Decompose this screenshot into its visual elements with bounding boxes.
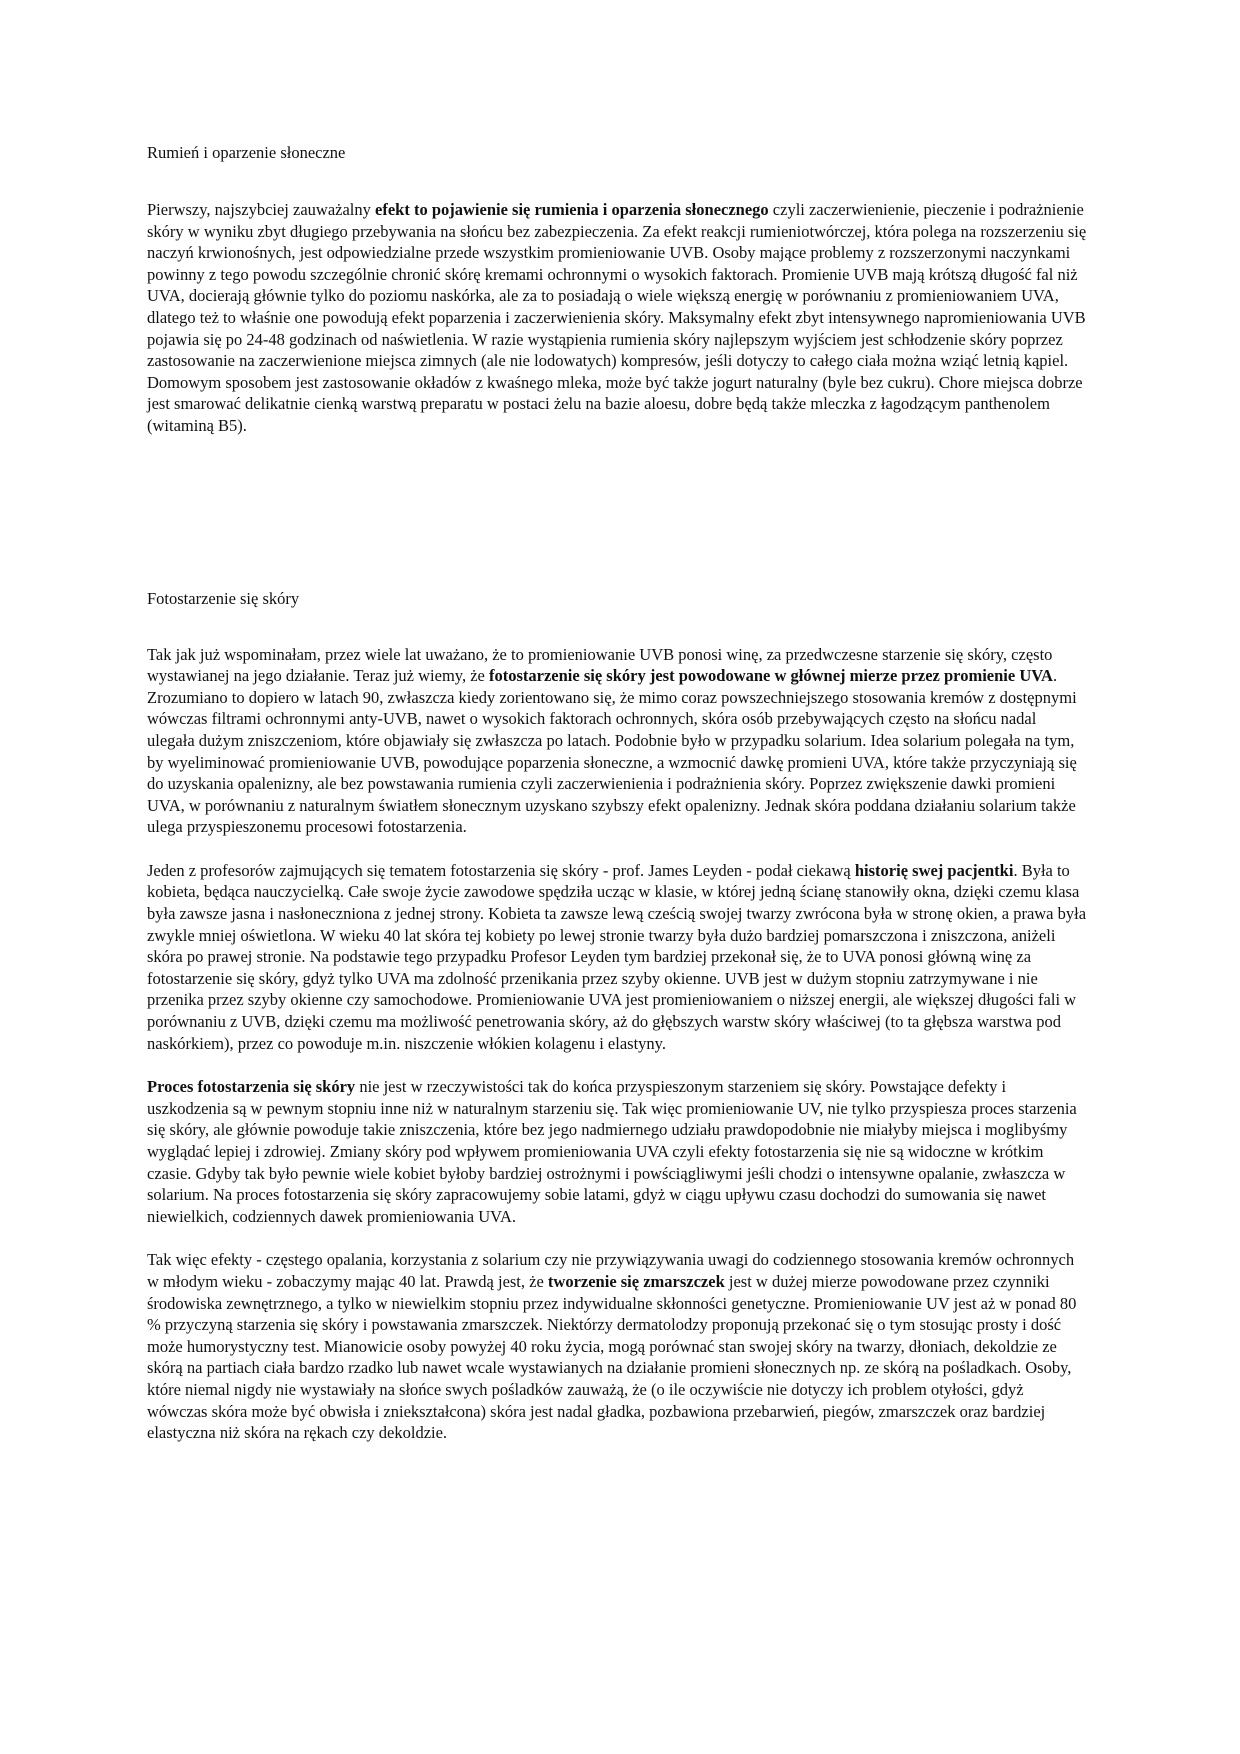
paragraph-photoaging-intro	[147, 644, 1087, 838]
paragraph-text: . Była to kobieta, będąca nauczycielką. Całe swoje życie zawodowe spędziła ucząc w klasie, w której jedną ścianę stanowiły okna, dzięki czemu klasa była zawsze jasna i nasłoneczniona z jednej strony. Kobieta ta zawsze lewą cześcią swojej twarzy zwrócona była w stronę okien, a prawa była zwykle mniej oświetlona. W wieku 40 lat skóra tej kobiety po lewej stronie twarzy była dużo bardziej pomarszczona i zniszczona, aniżeli skóra po prawej stronie. Na podstawie tego przypadku Profesor Leyden tym bardziej przekonał się, że to UVA ponosi główną winę za fotostarzenie się skóry, gdyż tylko UVA ma zdolność przenikania przez szyby okienne. UVB jest w dużym stopniu zatrzymywane i nie przenika przez szyby okienne czy samochodowe. Promieniowanie UVA jest promieniowaniem o niższej energii, ale większej długości fali w porównaniu z UVB, dzięki czemu ma możliwość penetrowania skóry, aż do głębszych warstw skóry właściwej (to ta głębsza warstwa pod naskórkiem), przez co powoduje m.in. niszczenie włókien kolagenu i elastyny.	[147, 860, 1087, 1053]
emphasis-text: tworzenie się zmarszczek	[547, 1271, 725, 1291]
paragraph-photoaging-process	[147, 1076, 1087, 1227]
emphasis-text: efekt to pojawienie się rumienia i oparzenia słonecznego	[375, 200, 769, 219]
emphasis-text: fotostarzenie się skóry jest powodowane w głównej mierze przez promienie UVA	[489, 666, 1053, 686]
paragraph-sunburn	[147, 199, 1087, 437]
document-body	[147, 142, 1087, 1466]
paragraph-text: . Zrozumiano to dopiero w latach 90, zwłaszcza kiedy zorientowano się, że mimo coraz powszechniejszego stosowania kremów z dostępnymi wówczas filtrami ochronnymi anty-UVB, nawet o wysokich faktorach ochronnych, skóra osób przebywających często na słońcu nadal ulegała dużym zniszczeniom, które objawiały się zwłaszcza po latach. Podobnie było w przypadku solarium. Idea solarium polegała na tym, by wyeliminować promieniowanie UVB, powodujące poparzenia słoneczne, a wzmocnić dawkę promieni UVA, które także przyczyniają się do uzyskania opalenizny, ale bez powstawania rumienia czyli zaczerwienienia i podrażnienia skóry. Poprzez zwiększenie dawki promieni UVA, w porównaniu z naturalnym światłem słonecznym uzyskano szybszy efekt opalenizny. Jednak skóra poddana działaniu solarium także ulega przyspieszonemu procesowi fotostarzenia.	[147, 666, 1077, 837]
section-heading-photoaging: Fotostarzenie się skóry	[147, 588, 300, 608]
section-heading-sunburn: Rumień i oparzenie słoneczne	[147, 143, 346, 162]
paragraph-text: Jeden z profesorów zajmujących się tematem fotostarzenia się skóry - prof. James Leyden - podał ciekawą	[147, 860, 855, 880]
paragraph-text: Tak więc efekty - częstego opalania, korzystania z solarium czy nie przywiązywania uwagi do codziennego stosowania kremów ochronnych w młodym wieku - zobaczymy mając 40 lat. Prawdą jest, że	[147, 1250, 1075, 1291]
paragraph-text: jest w dużej mierze powodowane przez czynniki środowiska zewnętrznego, a tylko w niewielkim stopniu przez indywidualne skłonności genetyczne. Promieniowanie UV jest aż w ponad 80 % przyczyną starzenia się skóry i powstawania zmarszczek. Niektórzy dermatolodzy proponują przekonać się o tym stosując prosty i dość może humorystyczny test. Mianowicie osoby powyżej 40 roku życia, mogą porównać stan swojej skóry na twarzy, dłoniach, dekoldzie ze skórą na partiach ciała bardzo rzadko lub nawet wcale wystawianych na działanie promieni słonecznych np. ze skórą na pośladkach. Osoby, które niemal nigdy nie wystawiały na słońce swych pośladków zauważą, że (o ile oczywiście nie dotyczy ich problem otyłości, gdyż wówczas skóra może być obwisła i zniekształcona) skóra jest nadal gładka, pozbawiona przebarwień, piegów, zmarszczek oraz bardziej elastyczna niż skóra na rękach czy dekoldzie.	[147, 1271, 1077, 1443]
paragraph-text: Pierwszy, najszybciej zauważalny	[147, 200, 376, 219]
emphasis-text: Proces fotostarzenia się skóry	[147, 1077, 356, 1097]
paragraph-text: nie jest w rzeczywistości tak do końca przyspieszonym starzeniem się skóry. Powstające defekty i uszkodzenia są w pewnym stopniu inne niż w naturalnym starzeniu się. Tak więc promieniowanie UV, nie tylko przyspiesza proces starzenia się skóry, ale głównie powoduje takie zniszczenia, które bez jego nadmiernego udziału prawdopodobnie nie miałyby miejsca i moglibyśmy wyglądać lepiej i zdrowiej. Zmiany skóry pod wpływem promieniowania UVA czyli efekty fotostarzenia się nie są widoczne w krótkim czasie. Gdyby tak było pewnie wiele kobiet byłoby bardziej ostrożnymi i powściągliwymi jeśli chodzi o intensywne opalanie, zwłaszcza w solarium. Na proces fotostarzenia się skóry zapracowujemy sobie latami, gdyż w ciągu upływu czasu dochodzi do sumowania się nawet niewielkich, codziennych dawek promieniowania UVA.	[147, 1077, 1077, 1226]
emphasis-text: historię swej pacjentki	[854, 860, 1014, 880]
paragraph-text: Tak jak już wspominałam, przez wiele lat uważano, że to promieniowanie UVB ponosi winę, za przedwczesne starzenie się skóry, często wystawianej na jego działanie. Teraz już wiemy, że	[147, 644, 1053, 686]
paragraph-text: czyli zaczerwienienie, pieczenie i podrażnienie skóry w wyniku zbyt długiego przebywania na słońcu bez zabezpieczenia. Za efekt reakcji rumieniotwórczej, która polega na rozszerzeniu się naczyń krwionośnych, jest odpowiedzialne przede wszystkim promieniowanie UVB. Osoby mające problemy z rozszerzonymi naczynkami powinny z tego powodu szczególnie chronić skórę kremami ochronnymi o wysokich faktorach. Promienie UVB mają krótszą długość fal niż UVA, docierają głównie tylko do poziomu naskórka, ale za to posiadają o wiele większą energię w porównaniu z promieniowaniem UVA, dlatego też to właśnie one powodują efekt poparzenia i zaczerwienienia skóry. Maksymalny efekt zbyt intensywnego napromieniowania UVB pojawia się po 24-48 godzinach od naświetlenia. W razie wystąpienia rumienia skóry najlepszym wyjściem jest schłodzenie skóry poprzez zastosowanie na zaczerwienione miejsca zimnych (ale nie lodowatych) kompresów, jeśli dotyczy to całego ciała można wziąć letnią kąpiel. Domowym sposobem jest zastosowanie okładów z kwaśnego mleka, może być także jogurt naturalny (byle bez cukru). Chore miejsca dobrze jest smarować delikatnie cienką warstwą preparatu w postaci żelu na bazie aloesu, dobre będą także mleczka z łagodzącym panthenolem (witaminą B5).	[147, 200, 1087, 435]
paragraph-leyden-story	[147, 860, 1087, 1054]
paragraph-wrinkles	[147, 1249, 1087, 1443]
